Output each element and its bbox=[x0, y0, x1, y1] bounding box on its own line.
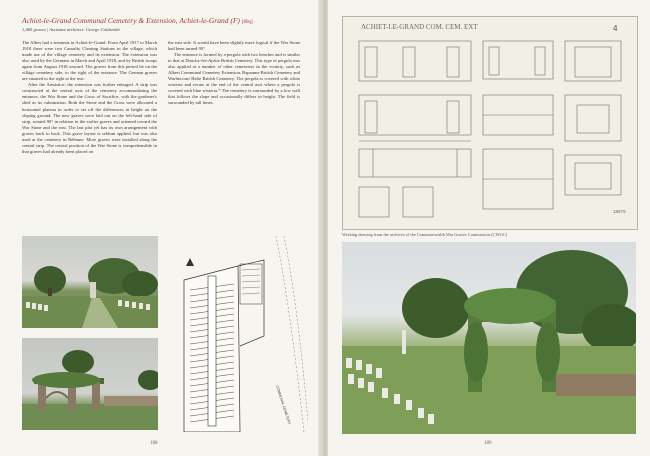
paragraph: The Allies had a terminus in Achiet-le-Grand. From April 1917 to March 1918 there were two Casualty Clearing Stations in the village, which made use of the village cemetery and its extension. The extension was also used by the Germans in March and April 1918, and by British troops again from August 1918 onward. The graves from this period lie on the village cemetery side, to the right of the entrance. The German graves are situated to the right at the rear. bbox=[22, 40, 157, 82]
paragraph: the east side. It would have been slightly more logical if the War Stone had been turned 90°. bbox=[168, 40, 300, 52]
paragraph: After the Armistice, the extension was further enlarged. A strip was constructed at the central axis of the cemetery accommodating the entrance, the War Stone and the Cross of Sacrifice, with the gardener's shed as its culmination. Both the Stone and the Cross were allocated a horizontal plateau in order to set off the differences in height on the sloping ground. The new graves were laid out on the left-hand side of strip, rotated 90° in relation to the earlier graves and oriented toward the War Stone and the east. The last plot yet has its own arrangement with graves back to back. This grave layout is seldom applied, but was also used at the cemetery in Béthune. More graves were installed along the central strip. The central position of the War Stone is comprehensible in that graves had already been placed on bbox=[22, 82, 157, 154]
page-number-right: 189 bbox=[484, 441, 492, 446]
paragraph: The entrance is formed by a pergola with two benches and is similar to that at Douchy-les-Ayette British Cemetery. This type of pergola was also applied at a number of other cemeteries in the vicinity, such as Albert Communal Cemetery Extension, Bapaume British Cemetery and Warlincourt Halte British Cemetery. The pergola is covered with white wisteria and recurs at the end of the central axis where a pergola is covered with blue wisteria.* The cemetery is surrounded by a low wall that follows the slope and occasionally differs in height. The field is surrounded by tall limes. bbox=[168, 52, 300, 106]
left-page bbox=[0, 0, 322, 456]
plan-label: COMMUNAL CEMETERY bbox=[275, 385, 292, 425]
text-column-2 bbox=[168, 40, 300, 107]
title-text: Achiet-le-Grand Communal Cemetery & Extension, Achiet-le-Grand (F) bbox=[22, 16, 240, 25]
page-subtitle: 1,465 graves | Assistant architect: George Goldsmith bbox=[22, 27, 120, 32]
page-number-left: 188 bbox=[150, 441, 158, 446]
cemetery-photo-entrance bbox=[22, 236, 158, 328]
site-plan bbox=[180, 236, 308, 432]
cemetery-photo-wisteria bbox=[342, 242, 636, 434]
drawing-caption: Working drawing from the archives of the Commonwealth War Graves Commission (CWGC) bbox=[342, 232, 508, 237]
page-title bbox=[22, 16, 253, 25]
working-drawing bbox=[342, 16, 638, 230]
title-tag: [80q] bbox=[241, 20, 253, 25]
drawing-stamp: 18879 bbox=[613, 209, 626, 214]
text-column-1 bbox=[22, 40, 157, 155]
cemetery-photo-pergola bbox=[22, 338, 158, 430]
working-drawing-illustration bbox=[343, 17, 637, 229]
drawing-title: ACHIET-LE-GRAND COM. CEM. EXT bbox=[361, 23, 478, 31]
site-plan-drawing bbox=[180, 236, 308, 432]
photo-illustration bbox=[22, 236, 158, 328]
photo-illustration bbox=[22, 338, 158, 430]
drawing-number: 4 bbox=[613, 24, 618, 33]
photo-illustration bbox=[342, 242, 636, 434]
